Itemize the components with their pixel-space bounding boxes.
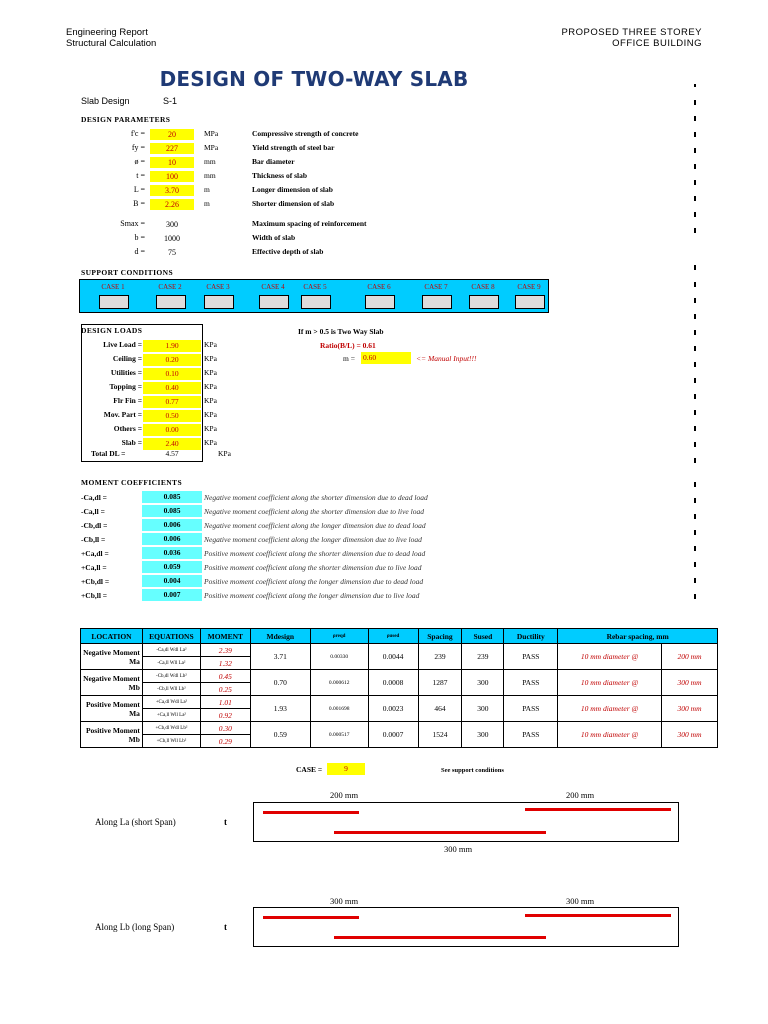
ratio-label: Ratio(B/L) = 0.61 bbox=[320, 341, 376, 350]
design-parameters-heading: DESIGN PARAMETERS bbox=[81, 115, 171, 124]
long-span-top-left-spacing: 300 mm bbox=[330, 896, 359, 906]
support-conditions-heading: SUPPORT CONDITIONS bbox=[81, 268, 174, 277]
long-span-top-right-spacing: 300 mm bbox=[566, 896, 595, 906]
case-7-icon[interactable] bbox=[422, 295, 452, 309]
m-input[interactable]: 0.60 bbox=[361, 352, 411, 364]
moment-coefficients-heading: MOMENT COEFFICIENTS bbox=[81, 478, 183, 487]
top-bar-left bbox=[263, 916, 359, 919]
case-2-icon[interactable] bbox=[156, 295, 186, 309]
case-1-icon[interactable] bbox=[99, 295, 129, 309]
two-way-rule: If m > 0.5 is Two Way Slab bbox=[298, 327, 384, 336]
project-subtitle: OFFICE BUILDING bbox=[612, 38, 702, 49]
table-row: +Ca,ll Wll La² 0.92 bbox=[81, 709, 718, 722]
short-span-thickness: t bbox=[224, 817, 227, 827]
report-title: Engineering Report bbox=[66, 27, 148, 38]
short-span-section bbox=[253, 802, 679, 842]
support-conditions-note: See support conditions bbox=[441, 767, 504, 774]
bottom-bar bbox=[334, 936, 546, 939]
case-8-icon[interactable] bbox=[469, 295, 499, 309]
case-label: CASE 3 bbox=[206, 283, 230, 291]
table-row: Negative Moment Ma -Ca,dl Wdl La² 2.39 3.71 0.00330 0.0044 239 239 PASS 10 mm diameter @ 200 mm bbox=[81, 644, 718, 657]
report-subtitle: Structural Calculation bbox=[66, 38, 157, 49]
short-span-top-right-spacing: 200 mm bbox=[566, 790, 595, 800]
case-9-icon[interactable] bbox=[515, 295, 545, 309]
table-row: -Ca,ll Wll La² 1.32 bbox=[81, 657, 718, 670]
long-span-label: Along Lb (long Span) bbox=[95, 922, 175, 932]
top-bar-right bbox=[525, 914, 671, 917]
short-span-label: Along La (short Span) bbox=[95, 817, 176, 827]
case-label: CASE 1 bbox=[101, 283, 125, 291]
case-6-icon[interactable] bbox=[365, 295, 395, 309]
case-label: CASE 5 bbox=[303, 283, 327, 291]
page-title: DESIGN OF TWO-WAY SLAB bbox=[159, 67, 469, 91]
design-loads-heading: DESIGN LOADS bbox=[81, 326, 143, 335]
case-label: CASE 6 bbox=[367, 283, 391, 291]
long-span-section bbox=[253, 907, 679, 947]
long-span-thickness: t bbox=[224, 922, 227, 932]
table-row: Positive Moment Ma +Ca,dl Wdl La² 1.01 1.93 0.001698 0.0023 464 300 PASS 10 mm diameter @ 300 mm bbox=[81, 696, 718, 709]
support-cases-strip bbox=[79, 279, 549, 313]
results-table bbox=[80, 628, 718, 748]
case-label: CASE 7 bbox=[424, 283, 448, 291]
slab-design-value: S-1 bbox=[163, 96, 178, 106]
bottom-bar bbox=[334, 831, 546, 834]
case-label: CASE 4 bbox=[261, 283, 285, 291]
case-label: CASE = bbox=[296, 765, 323, 774]
table-row: -Cb,ll Wll Lb² 0.25 bbox=[81, 683, 718, 696]
project-title: PROPOSED THREE STOREY bbox=[561, 27, 702, 38]
table-row: Positive Moment Mb +Cb,dl Wdl Lb² 0.30 0.59 0.000517 0.0007 1524 300 PASS 10 mm diameter @ 300 mm bbox=[81, 722, 718, 735]
manual-input-note: <= Manual Input!!! bbox=[416, 354, 477, 363]
case-3-icon[interactable] bbox=[204, 295, 234, 309]
case-label: CASE 8 bbox=[471, 283, 495, 291]
case-label: CASE 2 bbox=[158, 283, 182, 291]
short-span-top-left-spacing: 200 mm bbox=[330, 790, 359, 800]
table-row: Negative Moment Mb -Cb,dl Wdl Lb² 0.45 0.70 0.000612 0.0008 1287 300 PASS 10 mm diameter @ 300 mm bbox=[81, 670, 718, 683]
top-bar-right bbox=[525, 808, 671, 811]
table-header: LOCATION EQUATIONS MOMENT Mdesign ρreqd ρused Spacing Sused Ductility Rebar spacing, mm bbox=[81, 629, 718, 644]
case-4-icon[interactable] bbox=[259, 295, 289, 309]
m-label: m = bbox=[343, 354, 355, 363]
case-label: CASE 9 bbox=[517, 283, 541, 291]
table-row: +Cb,ll Wll Lb² 0.29 bbox=[81, 735, 718, 748]
slab-design-label: Slab Design bbox=[81, 96, 130, 106]
short-span-bottom-spacing: 300 mm bbox=[444, 844, 473, 854]
case-5-icon[interactable] bbox=[301, 295, 331, 309]
top-bar-left bbox=[263, 811, 359, 814]
case-input[interactable]: 9 bbox=[327, 763, 365, 775]
